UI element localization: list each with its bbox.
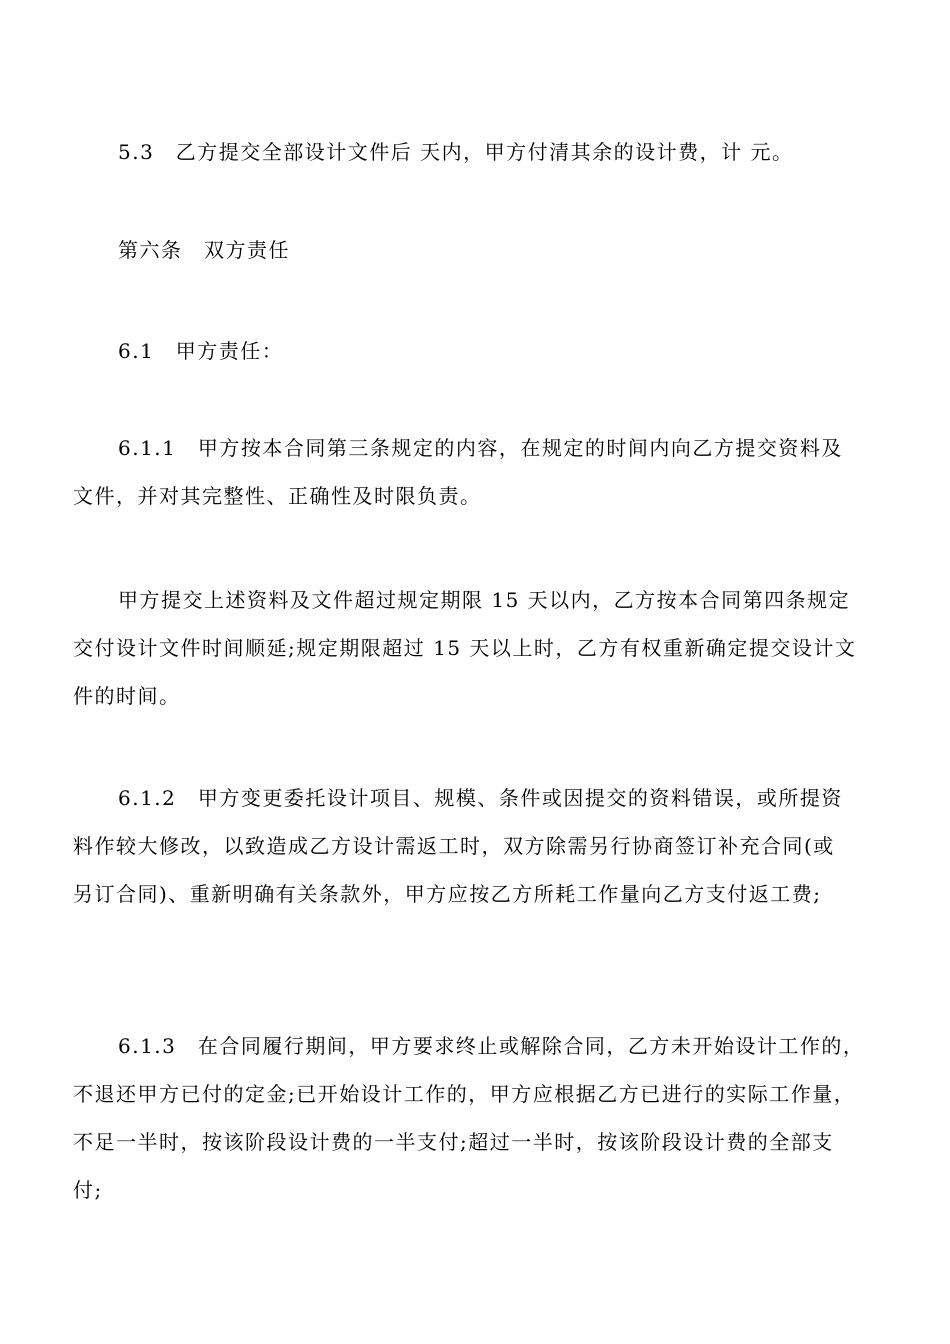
clause-5-3 [73,128,881,176]
article-6-heading [73,226,881,274]
text-line: 付; [73,1178,103,1202]
clause-6-1-1-continued [73,576,881,720]
text-line: 不退还甲方已付的定金;已开始设计工作的，甲方应根据乙方已进行的实际工作量， [73,1082,856,1106]
text-line: 料作较大修改，以致造成乙方设计需返工时，双方除需另行协商签订补充合同(或 [73,834,835,858]
text-line: 第六条 双方责任 [118,238,290,262]
text-line: 6.1.3 在合同履行期间，甲方要求终止或解除合同，乙方未开始设计工作的， [118,1034,865,1058]
text-line: 6.1.2 甲方变更委托设计项目、规模、条件或因提交的资料错误，或所提资 [118,786,843,810]
text-line: 交付设计文件时间顺延;规定期限超过 15 天以上时，乙方有权重新确定提交设计文 [73,636,857,660]
clause-6-1-2 [73,774,881,918]
clause-6-1 [73,327,881,375]
text-line: 5.3 乙方提交全部设计文件后 天内，甲方付清其余的设计费，计 元。 [118,140,794,164]
text-line: 件的时间。 [73,684,181,708]
text-line: 不足一半时，按该阶段设计费的一半支付;超过一半时，按该阶段设计费的全部支 [73,1130,834,1154]
text-line: 另订合同)、重新明确有关条款外，甲方应按乙方所耗工作量向乙方支付返工费; [73,882,822,906]
text-line: 6.1.1 甲方按本合同第三条规定的内容，在规定的时间内向乙方提交资料及 [118,436,843,460]
text-line: 文件，并对其完整性、正确性及时限负责。 [73,484,482,508]
text-line: 甲方提交上述资料及文件超过规定期限 15 天以内，乙方按本合同第四条规定 [118,588,851,612]
text-line: 6.1 甲方责任： [118,339,284,363]
clause-6-1-3 [73,1022,881,1214]
clause-6-1-1 [73,424,881,520]
